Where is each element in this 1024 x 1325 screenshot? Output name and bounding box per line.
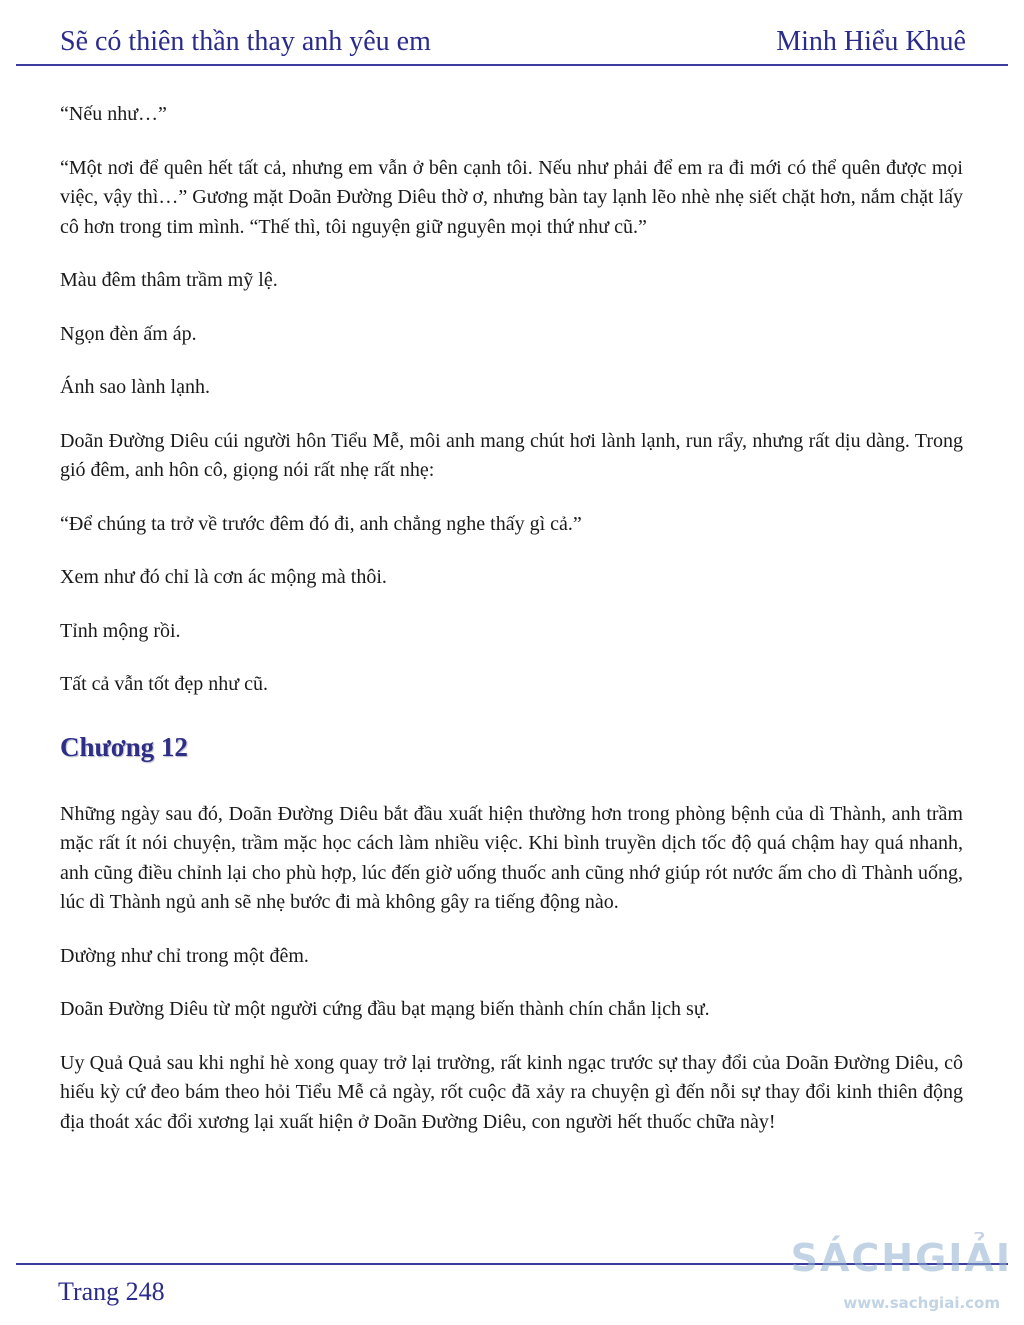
- book-title: Sẽ có thiên thần thay anh yêu em: [60, 26, 431, 57]
- paragraph: Dường như chỉ trong một đêm.: [60, 944, 309, 967]
- header-divider: [16, 64, 1008, 66]
- paragraph: Ánh sao lành lạnh.: [60, 376, 210, 398]
- chapter-heading: Chương 12: [60, 731, 188, 762]
- paragraph: Doãn Đường Diêu từ một người cứng đầu bạt mạng biến thành chín chắn lịch sự.: [60, 998, 710, 1020]
- page-body: [60, 100, 963, 1161]
- paragraph: Tỉnh mộng rồi.: [60, 619, 181, 642]
- paragraph: Uy Quả Quả sau khi nghỉ hè xong quay trở lại trường, rất kinh ngạc trước sự thay đổi của Doãn Đường Diêu, cô hiếu kỳ cứ đeo bám theo hỏi Tiểu Mễ cả ngày, rốt cuộc đã xảy ra chuyện gì đến nỗi sự thay đổi kinh thiên động địa thoát xác đổi xương lại xuất hiện ở Doãn Đường Diêu, con người hết thuốc chữa này!: [60, 1051, 963, 1133]
- watermark: [790, 1226, 1012, 1318]
- author-name: Minh Hiểu Khuê: [776, 26, 966, 57]
- paragraph: Xem như đó chỉ là cơn ác mộng mà thôi.: [60, 566, 387, 588]
- paragraph: “Nếu như…”: [60, 103, 167, 125]
- paragraph: “Để chúng ta trở về trước đêm đó đi, anh chẳng nghe thấy gì cả.”: [60, 512, 582, 535]
- watermark-logo: SÁCHGIẢI: [790, 1236, 1012, 1280]
- paragraph: Ngọn đèn ấm áp.: [60, 322, 197, 345]
- page-number: Trang 248: [58, 1277, 165, 1306]
- paragraph: “Một nơi để quên hết tất cả, nhưng em vẫn ở bên cạnh tôi. Nếu như phải để em ra đi mới có thể quên được mọi việc, vậy thì…” Gương mặt Doãn Đường Diêu thờ ơ, nhưng bàn tay lạnh lẽo nhè nhẹ siết chặt hơn, nắm chặt lấy cô hơn trong tim mình. “Thế thì, tôi nguyện giữ nguyên mọi thứ như cũ.”: [60, 156, 963, 238]
- paragraph: Doãn Đường Diêu cúi người hôn Tiểu Mễ, môi anh mang chút hơi lành lạnh, run rẩy, nhưng rất dịu dàng. Trong gió đêm, anh hôn cô, giọng nói rất nhẹ rất nhẹ:: [60, 429, 963, 481]
- page-header: [0, 0, 1024, 70]
- paragraph: Tất cả vẫn tốt đẹp như cũ.: [60, 673, 268, 695]
- paragraph: Những ngày sau đó, Doãn Đường Diêu bắt đầu xuất hiện thường hơn trong phòng bệnh của dì Thành, anh trầm mặc rất ít nói chuyện, trầm mặc học cách làm nhiều việc. Khi bình truyền dịch tốc độ quá chậm hay quá nhanh, anh cũng điều chỉnh lại cho phù hợp, lúc đến giờ uống thuốc anh cũng nhớ giúp rót nước ấm cho dì Thành uống, lúc dì Thành ngủ anh sẽ nhẹ bước đi mà không gây ra tiếng động nào.: [60, 802, 963, 913]
- paragraph: Màu đêm thâm trầm mỹ lệ.: [60, 269, 278, 291]
- watermark-url: www.sachgiai.com: [843, 1294, 1000, 1312]
